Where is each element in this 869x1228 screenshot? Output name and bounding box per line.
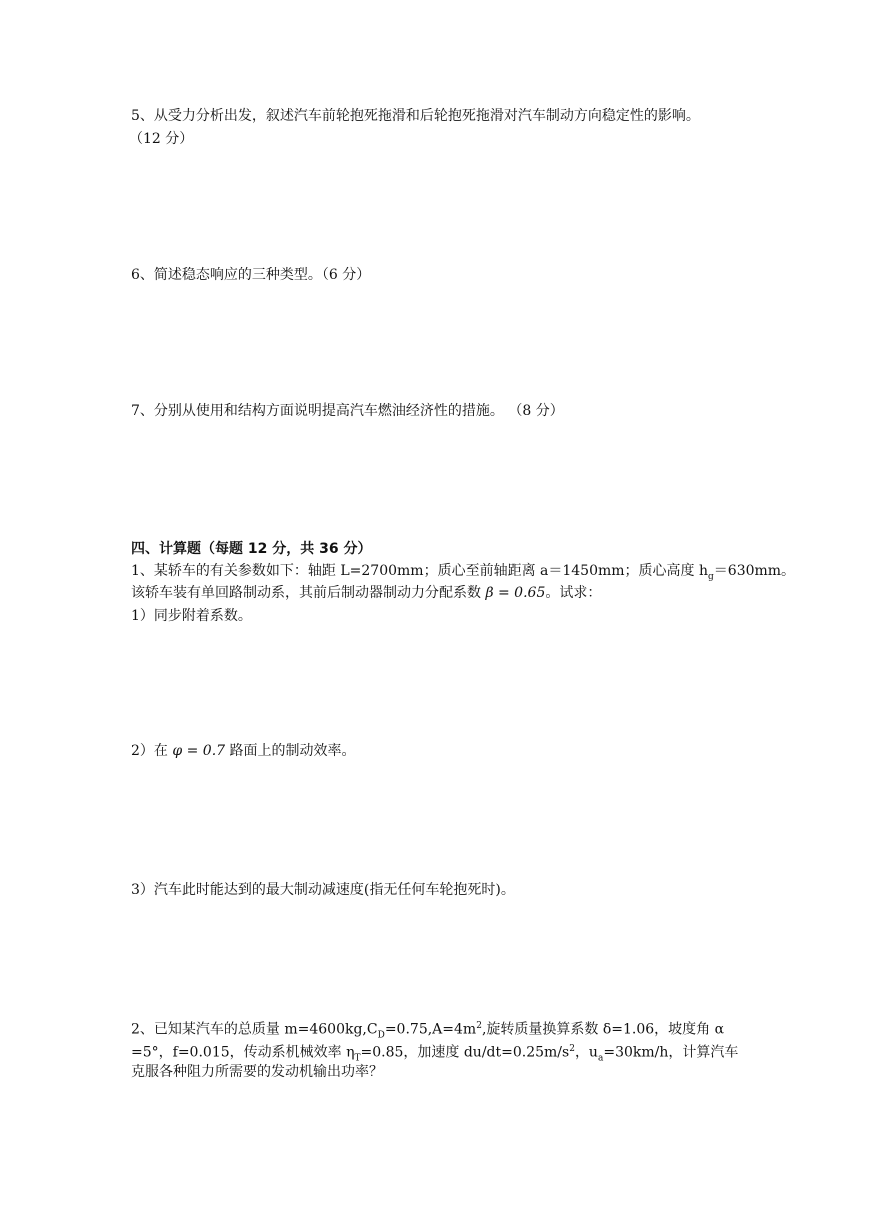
calc-2-line-2-a: =5°，f=0.015，传动系机械效率 η	[131, 1044, 355, 1061]
superscript-2: 2	[569, 1044, 575, 1054]
calc-1-sub-2-prefix: 2）在	[131, 743, 173, 759]
calc-2-line-3: 克服各种阻力所需要的发动机输出功率？	[131, 1064, 383, 1080]
calc-1-line-2-tail: 。试求：	[545, 585, 602, 601]
superscript-2: 2	[476, 1021, 482, 1031]
subscript-T: T	[354, 1053, 361, 1064]
calc-1-text-a: 1、某轿车的有关参数如下：轴距 L=2700mm；质心至前轴距离 a＝1450mm；质心高度 h	[131, 563, 709, 579]
subscript-D: D	[377, 1030, 385, 1041]
calc-2-text-a: 2、已知某汽车的总质量 m=4600kg,C	[131, 1021, 378, 1038]
question-5-text: 5、从受力分析出发，叙述汽车前轮抱死拖滑和后轮抱死拖滑对汽车制动方向稳定性的影响。	[131, 108, 700, 124]
calc-2-line-2-b: =0.85，加速度 du/dt=0.25m/s	[360, 1044, 570, 1061]
subscript-g: g	[708, 571, 714, 582]
calc-1-line-2-text: 该轿车装有单回路制动系，其前后制动器制动力分配系数	[131, 585, 486, 601]
calc-2-text-c: ,旋转质量换算系数 δ=1.06，坡度角 α	[481, 1021, 725, 1038]
question-6-text: 6、简述稳态响应的三种类型。（6 分）	[131, 267, 371, 283]
calc-2-line-2-d: =30km/h，计算汽车	[603, 1044, 739, 1061]
question-7-text: 7、分别从使用和结构方面说明提高汽车燃油经济性的措施。 （8 分）	[131, 403, 564, 419]
calc-1-line-2	[131, 583, 601, 603]
beta-formula: β = 0.65	[485, 585, 546, 601]
subscript-a: a	[597, 1053, 604, 1064]
question-5-points: （12 分）	[129, 131, 194, 147]
calc-1-text-b: ＝630mm。	[713, 563, 796, 579]
calc-1-sub-2-suffix: 路面上的制动效率。	[225, 743, 356, 759]
calc-2-line-2-c: ，u	[574, 1044, 598, 1061]
section-heading-calculation: 四、计算题（每题 12 分，共 36 分）	[131, 541, 372, 557]
calc-1-sub-1: 1）同步附着系数。	[131, 608, 252, 624]
calc-1-sub-2	[131, 741, 356, 761]
phi-formula: φ = 0.7	[172, 743, 226, 759]
calc-2-text-b: =0.75,A=4m	[384, 1021, 477, 1038]
calc-1-sub-3: 3）汽车此时能达到的最大制动减速度(指无任何车轮抱死时)。	[131, 882, 515, 898]
